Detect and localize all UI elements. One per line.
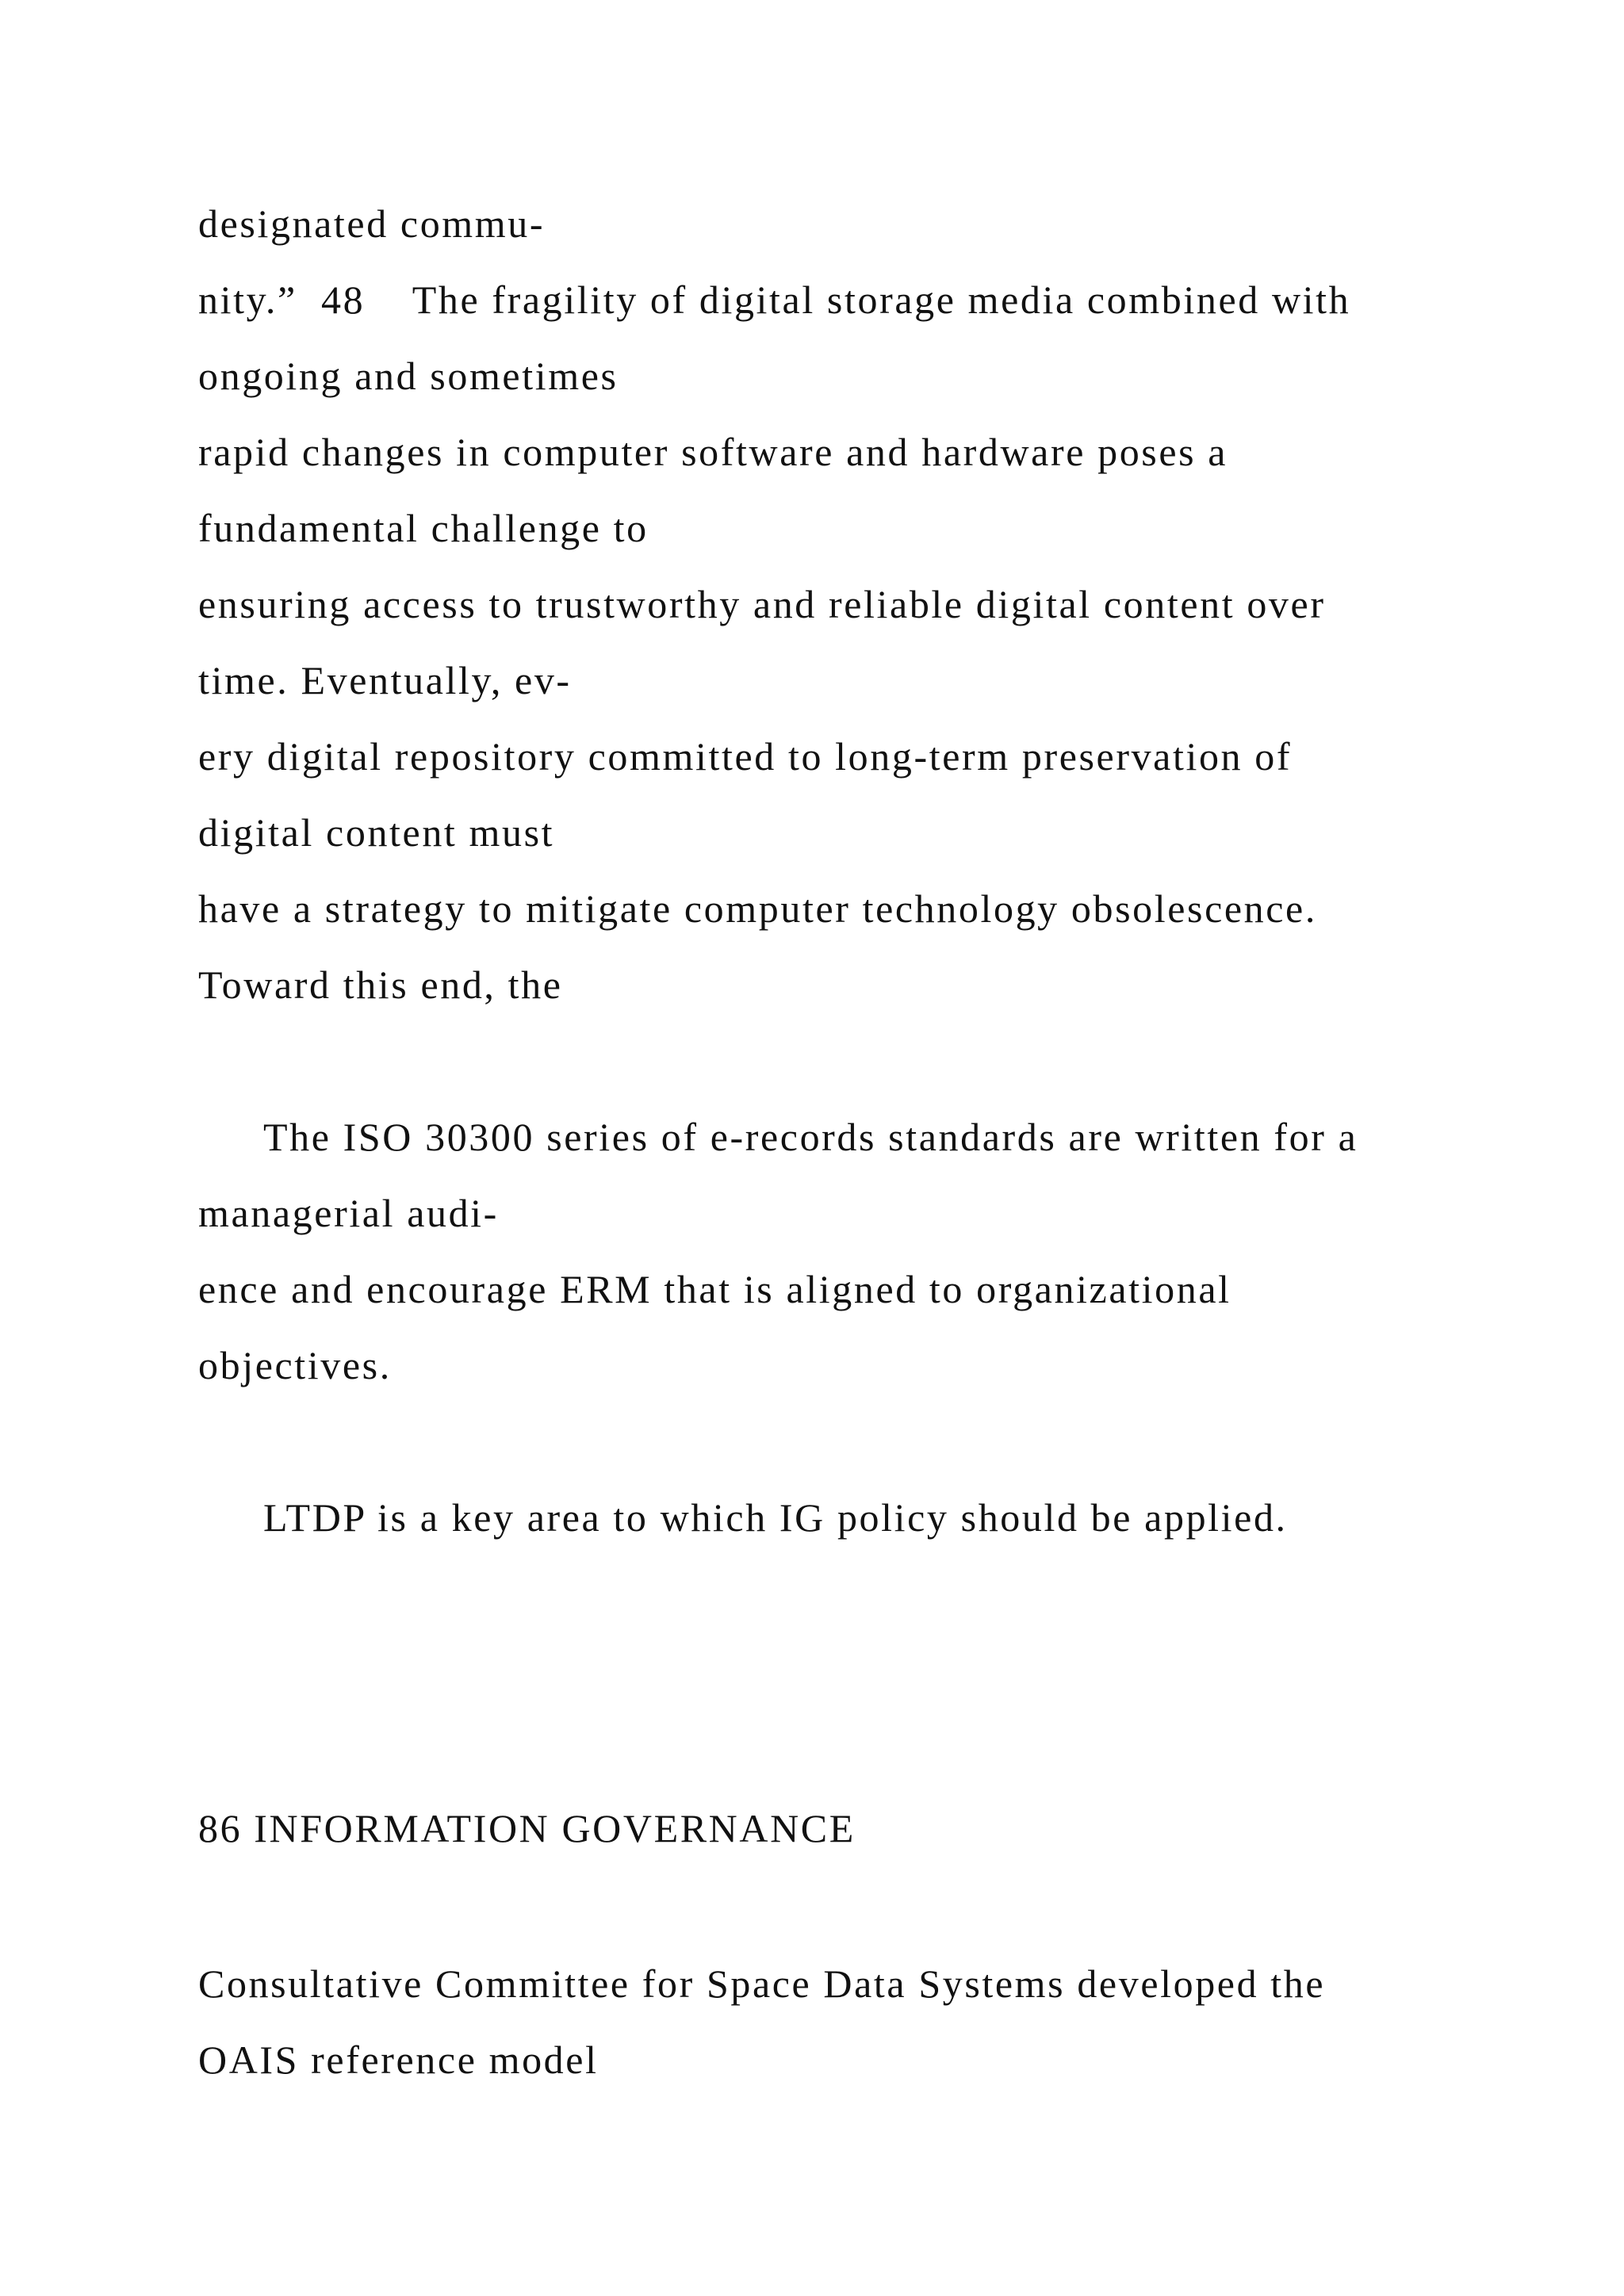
text-line: nity.” 48 The fragility of digital storage media combined with — [198, 277, 1351, 322]
text-line: ongoing and sometimes — [198, 354, 619, 398]
text-line: time. Eventually, ev- — [198, 658, 572, 702]
text-line: Consultative Committee for Space Data Systems developed the — [198, 1961, 1326, 2006]
text-line: ence and encourage ERM that is aligned to organizational — [198, 1267, 1231, 1311]
text-line: ery digital repository committed to long-term preservation of — [198, 734, 1293, 779]
text-line: The ISO 30300 series of e-records standards are written for a — [263, 1115, 1358, 1159]
text-line: LTDP is a key area to which IG policy should be applied. — [263, 1495, 1288, 1540]
text-line: objectives. — [198, 1343, 392, 1387]
text-line: have a strategy to mitigate computer technology obsolescence. — [198, 886, 1317, 931]
text-line: Toward this end, the — [198, 962, 563, 1007]
running-header: 86 INFORMATION GOVERNANCE — [198, 1806, 856, 1850]
text-line: OAIS reference model — [198, 2038, 599, 2082]
text-line: rapid changes in computer software and hardware poses a — [198, 430, 1228, 474]
text-line: managerial audi- — [198, 1191, 499, 1235]
text-line: designated commu- — [198, 201, 546, 246]
text-line: fundamental challenge to — [198, 506, 649, 550]
text-line: digital content must — [198, 810, 555, 855]
text-line: ensuring access to trustworthy and reliable digital content over — [198, 582, 1326, 626]
